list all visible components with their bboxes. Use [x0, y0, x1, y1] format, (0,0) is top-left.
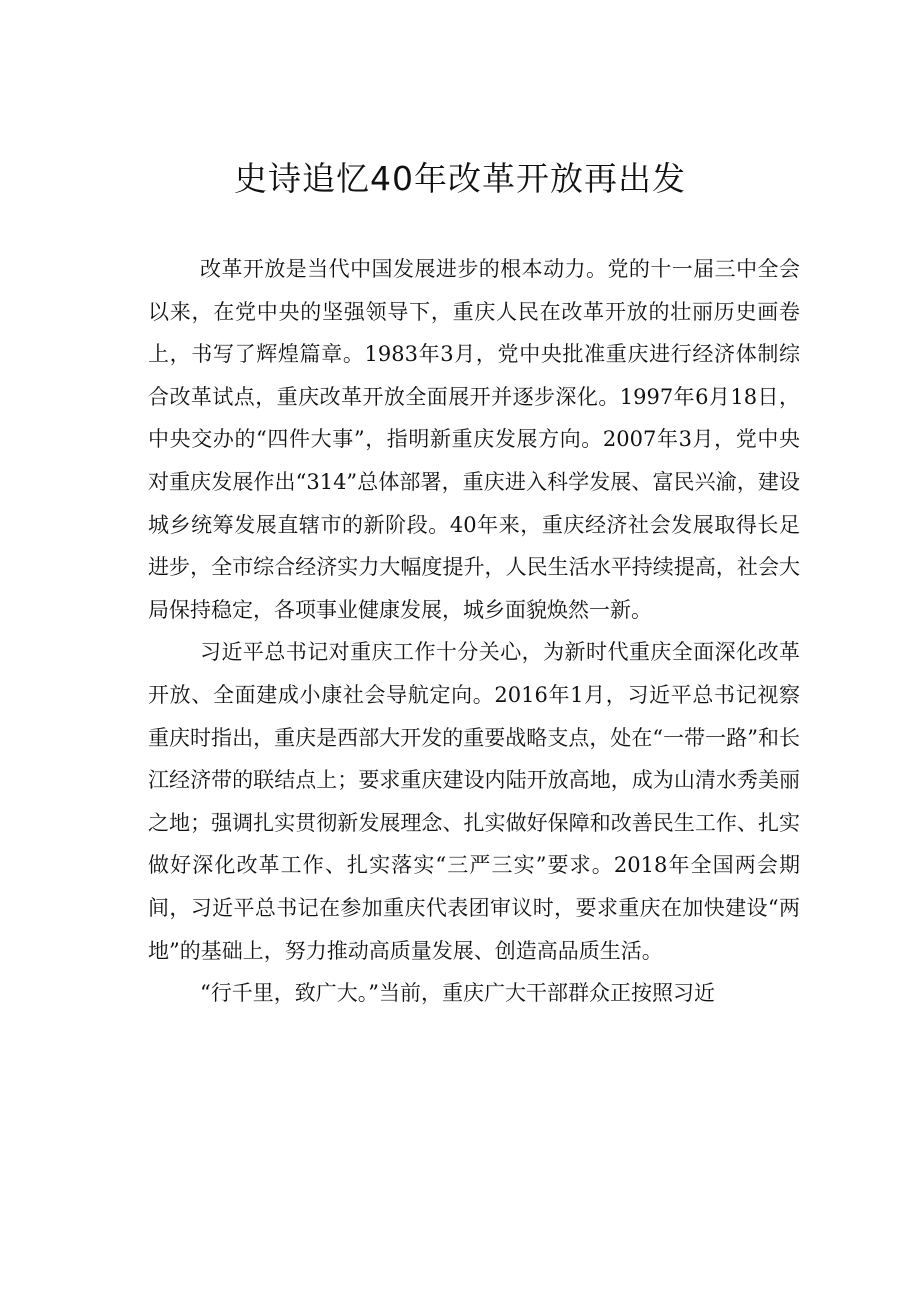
paragraph-3: “行千里，致广大。”当前，重庆广大干部群众正按照习近 — [200, 981, 715, 1006]
paragraph-2: 习近平总书记对重庆工作十分关心，为新时代重庆全面深化改革开放、全面建成小康社会导航定向。2016年1月，习近平总书记视察重庆时指出，重庆是西部大开发的重要战略支点，处在“一带一路”和长江经济带的联结点上；要求重庆建设内陆开放高地，成为山清水秀美丽之地；强调扎实贯彻新发展理念、扎实做好保障和改善民生工作、扎实做好深化改革工作、扎实落实“三严三实”要求。2018年全国两会期间，习近平总书记在参加重庆代表团审议时，要求重庆在加快建设“两地”的基础上，努力推动高质量发展、创造高品质生活。 — [148, 640, 800, 963]
document-title: 史诗追忆40年改革开放再出发 — [234, 159, 686, 198]
paragraph-1: 改革开放是当代中国发展进步的根本动力。党的十一届三中全会以来，在党中央的坚强领导下，重庆人民在改革开放的壮丽历史画卷上，书写了辉煌篇章。1983年3月，党中央批准重庆进行经济体制综合改革试点，重庆改革开放全面展开并逐步深化。1997年6月18日，中央交办的“四件大事”，指明新重庆发展方向。2007年3月，党中央对重庆发展作出“314”总体部署，重庆进入科学发展、富民兴渝，建设城乡统筹发展直辖市的新阶段。40年来，重庆经济社会发展取得长足进步，全市综合经济实力大幅度提升，人民生活水平持续提高，社会大局保持稳定，各项事业健康发展，城乡面貌焕然一新。 — [148, 257, 800, 622]
document-body — [148, 248, 800, 1015]
